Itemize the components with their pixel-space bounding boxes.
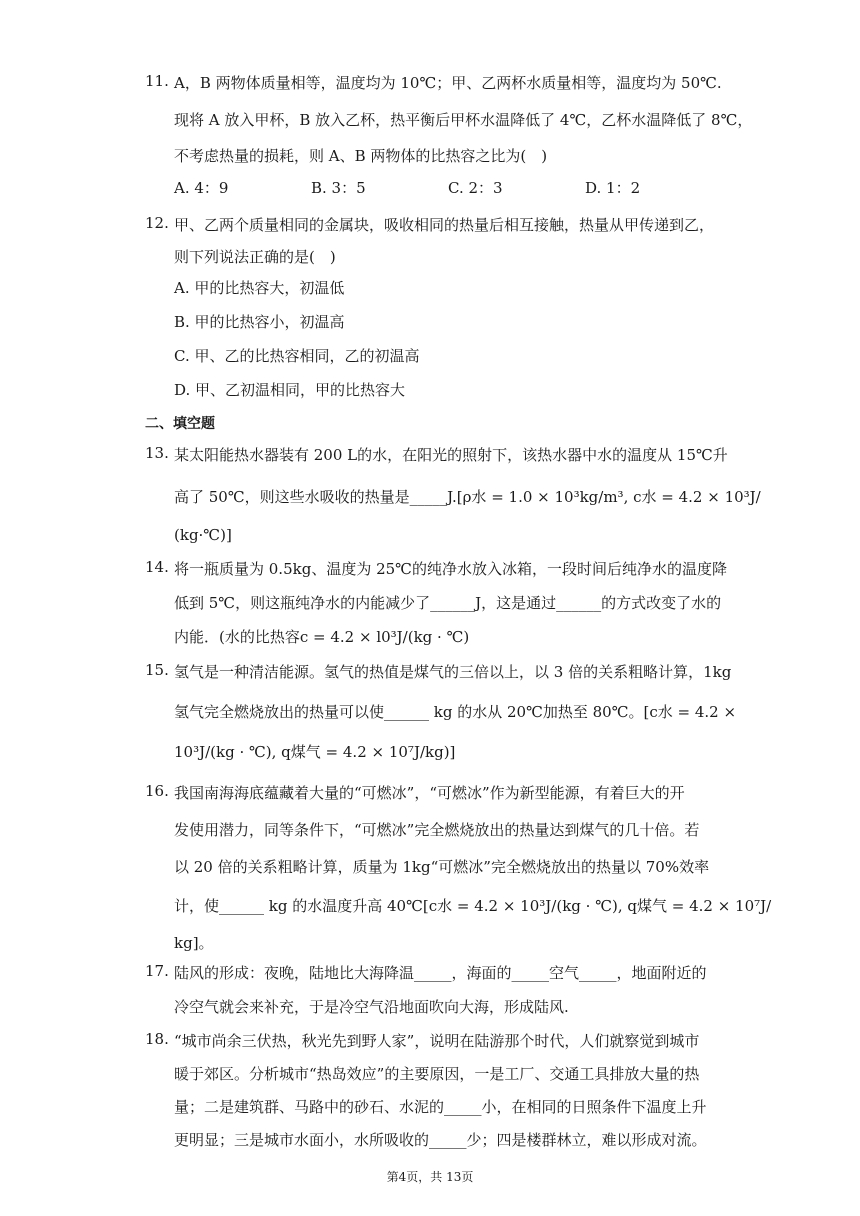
question-text-line: 量；二是建筑群、马路中的砂石、水泥的_____小，在相同的日照条件下温度上升 <box>174 1098 707 1116</box>
question-text-line: 内能．(水的比热容c = 4.2 × l0³J/(kg · ℃) <box>174 628 470 646</box>
question-text-line: 不考虑热量的损耗，则 A、B 两物体的比热容之比为( ) <box>174 147 548 165</box>
question-text-line: 高了 50℃，则这些水吸收的热量是_____J.[ρ水 = 1.0 × 10³kg/m³, c水 = 4.2 × 10³J/ <box>174 488 761 506</box>
question-text-line: 冷空气就会来补充，于是冷空气沿地面吹向大海，形成陆风. <box>174 998 569 1016</box>
question-number: 11. <box>145 72 169 90</box>
option-b: B. 3：5 <box>311 179 366 197</box>
question-number: 13. <box>145 444 169 462</box>
question-text-line: kg]。 <box>174 934 214 952</box>
question-text-line: 计，使______ kg 的水温度升高 40℃[c水 = 4.2 × 10³J/(kg · ℃), q煤气 = 4.2 × 10⁷J/ <box>174 897 772 915</box>
question-text-line: 氢气完全燃烧放出的热量可以使______ kg 的水从 20℃加热至 80℃。[c水 = 4.2 × <box>174 703 737 721</box>
question-number: 12. <box>145 214 169 232</box>
question-number: 16. <box>145 782 169 800</box>
question-text-line: 现将 A 放入甲杯，B 放入乙杯，热平衡后甲杯水温降低了 4℃，乙杯水温降低了 8℃， <box>174 111 753 129</box>
question-text-line: 陆风的形成：夜晚，陆地比大海降温_____，海面的_____空气_____，地面附近的 <box>174 964 707 982</box>
question-number: 17. <box>145 962 169 980</box>
question-number: 15. <box>145 661 169 679</box>
question-text-line: 某太阳能热水器装有 200 L的水，在阳光的照射下，该热水器中水的温度从 15℃升 <box>174 446 728 464</box>
question-text-line: A，B 两物体质量相等，温度均为 10℃；甲、乙两杯水质量相等，温度均为 50℃. <box>174 74 722 92</box>
option-d: D. 甲、乙初温相同，甲的比热容大 <box>174 381 406 399</box>
question-text-line: 发使用潜力，同等条件下，“可燃冰”完全燃烧放出的热量达到煤气的几十倍。若 <box>174 821 700 839</box>
question-text-line: 将一瓶质量为 0.5kg、温度为 25℃的纯净水放入冰箱，一段时间后纯净水的温度降 <box>174 560 727 578</box>
question-text-line: 10³J/(kg · ℃), q煤气 = 4.2 × 10⁷J/kg)] <box>174 743 456 761</box>
question-text-line: (kg·℃)] <box>174 526 232 544</box>
question-text-line: 暖于郊区。分析城市“热岛效应”的主要原因，一是工厂、交通工具排放大量的热 <box>174 1065 700 1083</box>
question-text-line: 甲、乙两个质量相同的金属块，吸收相同的热量后相互接触，热量从甲传递到乙， <box>174 216 715 234</box>
question-number: 14. <box>145 558 169 576</box>
question-text-line: “城市尚余三伏热，秋光先到野人家”，说明在陆游那个时代，人们就察觉到城市 <box>174 1032 700 1050</box>
option-a: A. 甲的比热容大，初温低 <box>174 279 345 297</box>
question-number: 18. <box>145 1030 169 1048</box>
page-footer: 第4页，共 13页 <box>386 1170 474 1184</box>
option-c: C. 2：3 <box>448 179 503 197</box>
question-text-line: 我国南海海底蕴藏着大量的“可燃冰”，“可燃冰”作为新型能源，有着巨大的开 <box>174 784 685 802</box>
question-text-line: 低到 5℃，则这瓶纯净水的内能减少了______J，这是通过______的方式改变了水的 <box>174 594 722 612</box>
option-c: C. 甲、乙的比热容相同，乙的初温高 <box>174 347 420 365</box>
question-text-line: 则下列说法正确的是( ) <box>174 248 336 266</box>
question-text-line: 氢气是一种清洁能源。氢气的热值是煤气的三倍以上，以 3 倍的关系粗略计算，1kg <box>174 663 732 681</box>
option-b: B. 甲的比热容小，初温高 <box>174 313 345 331</box>
question-text-line: 更明显；三是城市水面小，水所吸收的_____少；四是楼群林立，难以形成对流。 <box>174 1131 707 1149</box>
option-a: A. 4：9 <box>174 179 229 197</box>
question-text-line: 以 20 倍的关系粗略计算，质量为 1kg“可燃冰”完全燃烧放出的热量以 70%效率 <box>174 858 710 876</box>
section-title: 二、填空题 <box>145 416 215 432</box>
option-d: D. 1：2 <box>585 179 641 197</box>
